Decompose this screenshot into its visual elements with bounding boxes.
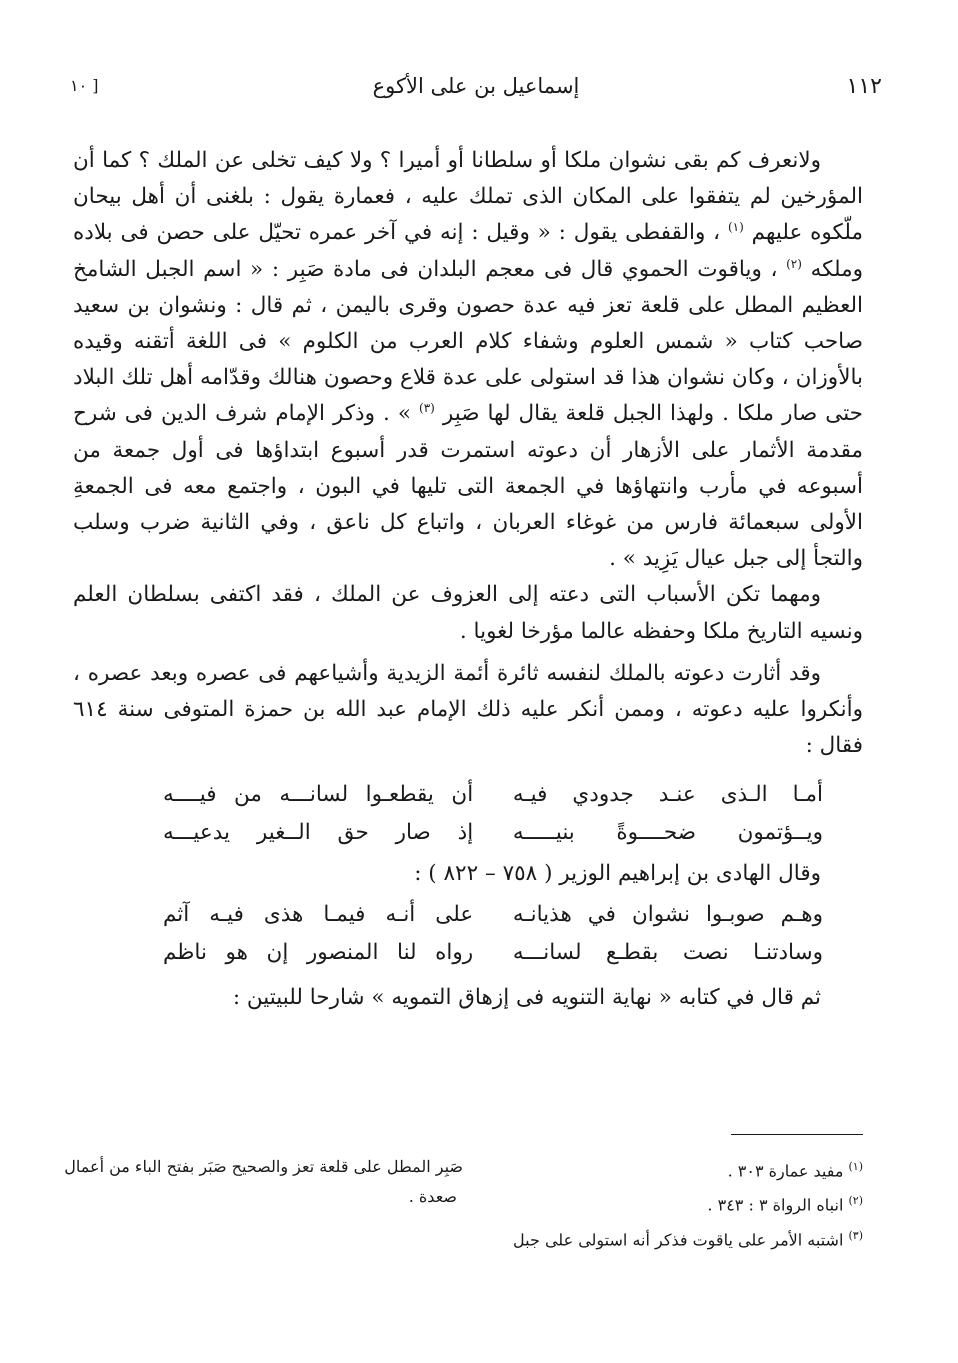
footnote-1 xyxy=(483,1152,863,1186)
footnote-ref-1: (١) xyxy=(727,220,744,235)
footnote-ref-2: (٢) xyxy=(786,256,802,271)
paragraph-2: ومهما تكن الأسباب التى دعته إلى العزوف عن الملك ، فقد اكتفى بسلطان العلم ونسيه التاريخ ملكا وحفظه عالما مؤرخا لغويا . xyxy=(73,582,863,644)
footnote-ref-3: (٣) xyxy=(419,401,435,416)
closing-line: ثم قال في كتابه « نهاية التنويه فى إزهاق التمويه » شارحا للبيتين : xyxy=(232,985,821,1011)
hemistich: على أنـه فيمـا هذى فيـه آثم xyxy=(163,902,474,928)
footnotes-left-column xyxy=(64,1152,463,1212)
margin-mark: [ ١٠ xyxy=(70,76,99,95)
paragraph-3: وقد أثارت دعوته بالملك لنفسه ثائرة أئمة الزيدية وأشياعهم فى عصره وبعد عصره ، وأنكروا عليه دعوته ، وممن أنكر عليه ذلك الإمام عبد الله بن حمزة المتوفى سنة ٦١٤ فقال : xyxy=(73,660,863,759)
hemistich: رواه لنا المنصور إن هو ناظم xyxy=(163,940,474,966)
footnote-3-continued: صعدة . xyxy=(408,1187,457,1206)
footnote-text: اشتبه الأمر على ياقوت فذكر أنه استولى على جبل xyxy=(513,1229,844,1249)
footnote-number: (٢) xyxy=(848,1194,863,1208)
footnote-3-continued: صَبِر المطل على قلعة تعز والصحيح صَبَر بفتح الباء من أعمال xyxy=(64,1157,463,1176)
hemistich: إذ صار حق الــغير يدعيـــه xyxy=(163,820,474,846)
poem-verse xyxy=(163,934,823,972)
footnote-text: انباه الرواة ٣ : ٣٤٣ . xyxy=(707,1195,844,1215)
main-text xyxy=(73,143,863,1020)
poem-verse xyxy=(163,776,823,814)
poem-verse xyxy=(163,896,823,934)
footnote-number: (٣) xyxy=(848,1228,863,1242)
paragraph-1b-text: ، والقفطى يقول : « وقيل : إنه في آخر عمره تحيّل على حصن فى بلاده وملكه xyxy=(73,220,863,282)
page-header xyxy=(70,74,882,104)
hemistich: وهـم صوبـوا نشوان في هذيانـه xyxy=(512,902,823,928)
paragraph-1-text: ولانعرف كم بقى نشوان ملكا أو سلطانا أو أميرا ؟ ولا كيف تخلى عن الملك ؟ كما أن المؤرخين لم يتفقوا على المكان الذى تملك عليه ، فعمارة يقول : بلغنى أن أهل بيحان ملّكوه عليهم xyxy=(73,148,864,246)
footnote-3 xyxy=(483,1221,863,1255)
hemistich: أن يقطعـوا لسانـــه من فيــــه xyxy=(163,782,474,808)
running-title: إسماعيل بن على الأكوع xyxy=(372,74,580,98)
hemistich: وسادتنـا نصت بقطـع لسانـــه xyxy=(512,940,823,966)
hemistich: ويــؤتمون ضحــــوةً بنيـــــه xyxy=(512,820,823,846)
poem-hadi xyxy=(73,896,863,972)
footnote-divider xyxy=(731,1134,863,1135)
footnote-text: مفيد عمارة ٣٠٣ . xyxy=(727,1161,844,1181)
hemistich: أمـا الـذى عنـد جدودي فيـه xyxy=(512,782,823,808)
poem-verse xyxy=(163,814,823,852)
footnotes-right-column xyxy=(483,1152,863,1255)
poem-2-intro: وقال الهادى بن إبراهيم الوزير ( ٧٥٨ – ٨٢٢ ) : xyxy=(414,861,821,887)
paragraph-1 xyxy=(73,143,863,577)
footnote-number: (١) xyxy=(848,1160,863,1173)
page-number: ١١٢ xyxy=(846,74,882,99)
footnote-2 xyxy=(483,1186,863,1220)
poem-abdullah xyxy=(73,776,863,852)
paragraph-1d-text: » . وذكر الإمام شرف الدين فى شرح مقدمة الأثمار على الأزهار أن دعوته استمرت قدر أسبوع ابتداؤها فى أول جمعة من أسبوعه في مأرب وانتهاؤها في الجمعة التى تليها في البون ، واجتمع معه فى الجمعةِ الأولى سبعمائة فارس من غوغاء العربان ، واتباع كل ناعق ، وفي الثانية ضرب وسلب والتجأ إلى جبل عيال يَزِيد » . xyxy=(73,401,863,572)
paragraph-1c-text: ، وياقوت الحموي قال فى معجم البلدان فى مادة صَبِر : « اسم الجبل الشامخ العظيم المطل على قلعة تعز فيه عدة حصون وقرى باليمن ، ثم قال : ونشوان بن سعيد صاحب كتاب « شمس العلوم وشفاء كلام العرب من الكلوم » فى اللغة أتقنه وقيده بالأوزان ، وكان نشوان هذا قد استولى على عدة قلاع وحصون هنالك وقدّامه أهل تلك البلاد حتى صار ملكا . ولهذا الجبل قلعة يقال لها صَبِر xyxy=(73,256,863,427)
